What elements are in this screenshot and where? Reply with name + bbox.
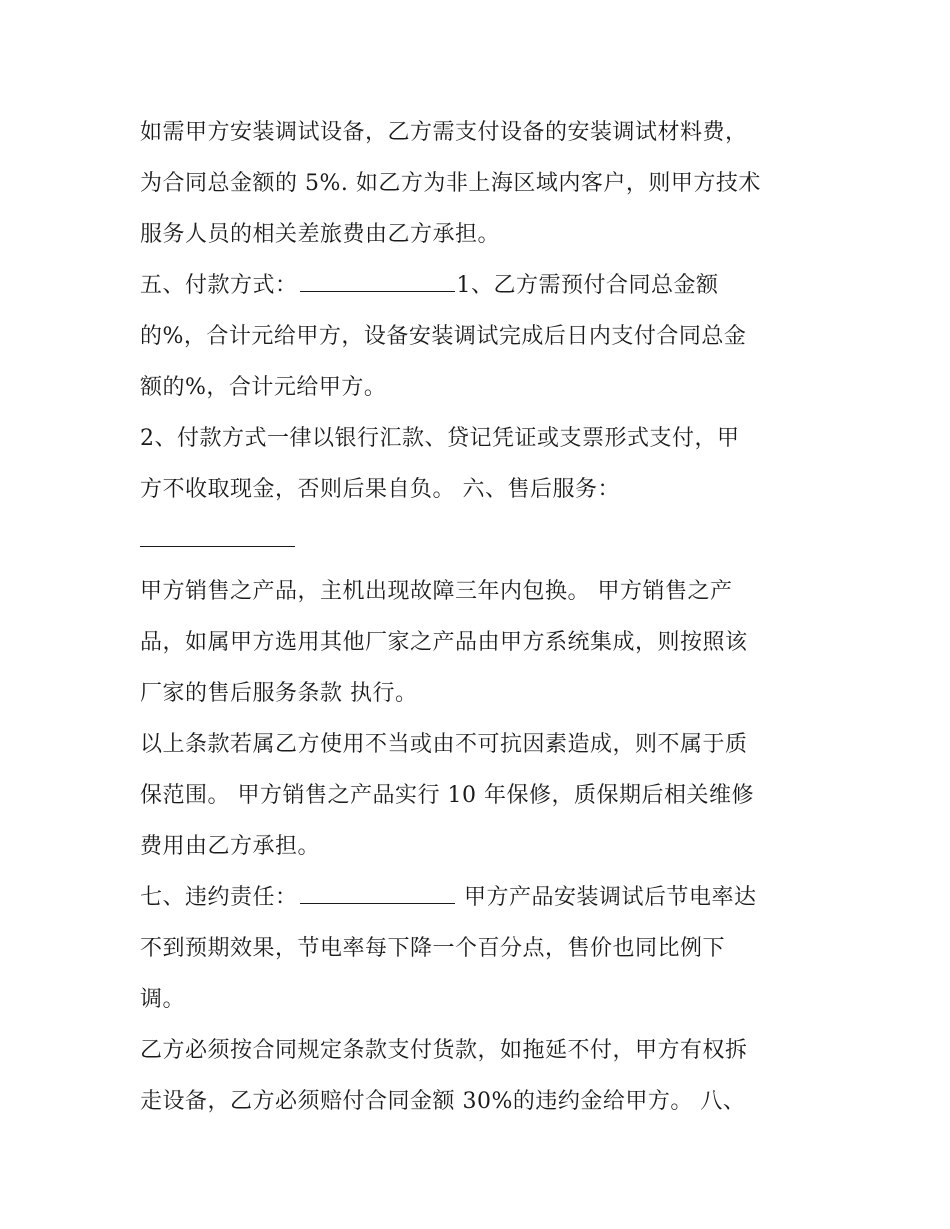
text-line: 保范围。 甲方销售之产品实行 10 年保修，质保期后相关维修 [140, 783, 754, 808]
text-line: 费用由乙方承担。 [140, 834, 321, 859]
text-line: 乙方必须按合同规定条款支付货款，如拖延不付，甲方有权拆 [140, 1038, 748, 1063]
payment-method-line: 五、付款方式： 1、乙方需预付合同总金额 [140, 260, 820, 311]
text-line: 厂家的售后服务条款 执行。 [140, 681, 418, 706]
liability-heading-line: 七、违约责任： 甲方产品安装调试后节电率达 [140, 872, 820, 923]
text-line: 不到预期效果，节电率每下降一个百分点，售价也同比例下 [140, 936, 726, 961]
fill-in-blank [300, 879, 455, 904]
fill-in-blank [140, 522, 295, 547]
text-line: 的%，合计元给甲方，设备安装调试完成后日内支付合同总金 [140, 324, 747, 349]
text-line: 为合同总金额的 5%. 如乙方为非上海区域内客户，则甲方技术 [140, 171, 761, 196]
contract-body [140, 107, 820, 1127]
text-line: 品，如属甲方选用其他厂家之产品由甲方系统集成，则按照该 [140, 630, 748, 655]
fill-in-blank [300, 267, 455, 292]
text-line: 2、付款方式一律以银行汇款、贷记凭证或支票形式支付，甲 [140, 426, 740, 451]
text-line: 甲方销售之产品，主机出现故障三年内包换。 甲方销售之产 [140, 579, 733, 604]
text-line: 服务人员的相关差旅费由乙方承担。 [140, 222, 501, 247]
text-line: 以上条款若属乙方使用不当或由不可抗因素造成，则不属于质 [140, 732, 748, 757]
text-line: 额的%，合计元给甲方。 [140, 375, 387, 400]
text-line: 如需甲方安装调试设备，乙方需支付设备的安装调试材料费， [140, 120, 748, 145]
text-line: 调。 [140, 987, 186, 1012]
after-sales-heading-line: 方不收取现金，否则后果自负。 六、售后服务： [140, 477, 620, 502]
text-line: 走设备，乙方必须赔付合同金额 30%的违约金给甲方。 八、 [140, 1089, 746, 1114]
blank-line [140, 515, 820, 566]
